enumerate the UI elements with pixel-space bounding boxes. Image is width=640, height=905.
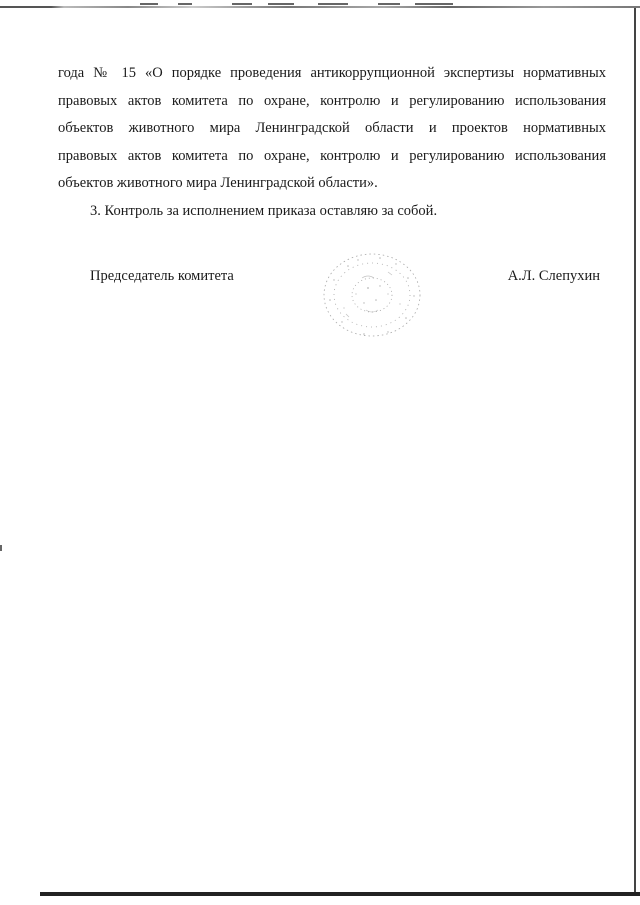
official-seal-stamp-icon (318, 248, 426, 342)
scan-border-right (634, 8, 636, 893)
scan-border-top-ticks (0, 3, 640, 6)
text-line: объектов животного мира Ленинградской области». (58, 175, 378, 191)
text-line: правовых актов комитета по охране, контролю и регулированию использования (58, 92, 606, 109)
signatory-name: А.Л. Слепухин (507, 268, 600, 284)
text-line: правовых актов комитета по охране, контролю и регулированию использования (58, 147, 606, 164)
text-line: объектов животного мира Ленинградской области и проектов нормативных (58, 120, 606, 136)
signatory-position: Председатель комитета (90, 268, 234, 284)
scan-border-top (0, 6, 640, 8)
text-line: года № 15 «О порядке проведения антикоррупционной экспертизы нормативных (58, 65, 606, 81)
item-3-paragraph: 3. Контроль за исполнением приказа оставляю за собой. (90, 202, 438, 219)
scan-edge-mark (0, 545, 2, 551)
scan-border-bottom (40, 892, 640, 896)
document-body (58, 60, 606, 225)
